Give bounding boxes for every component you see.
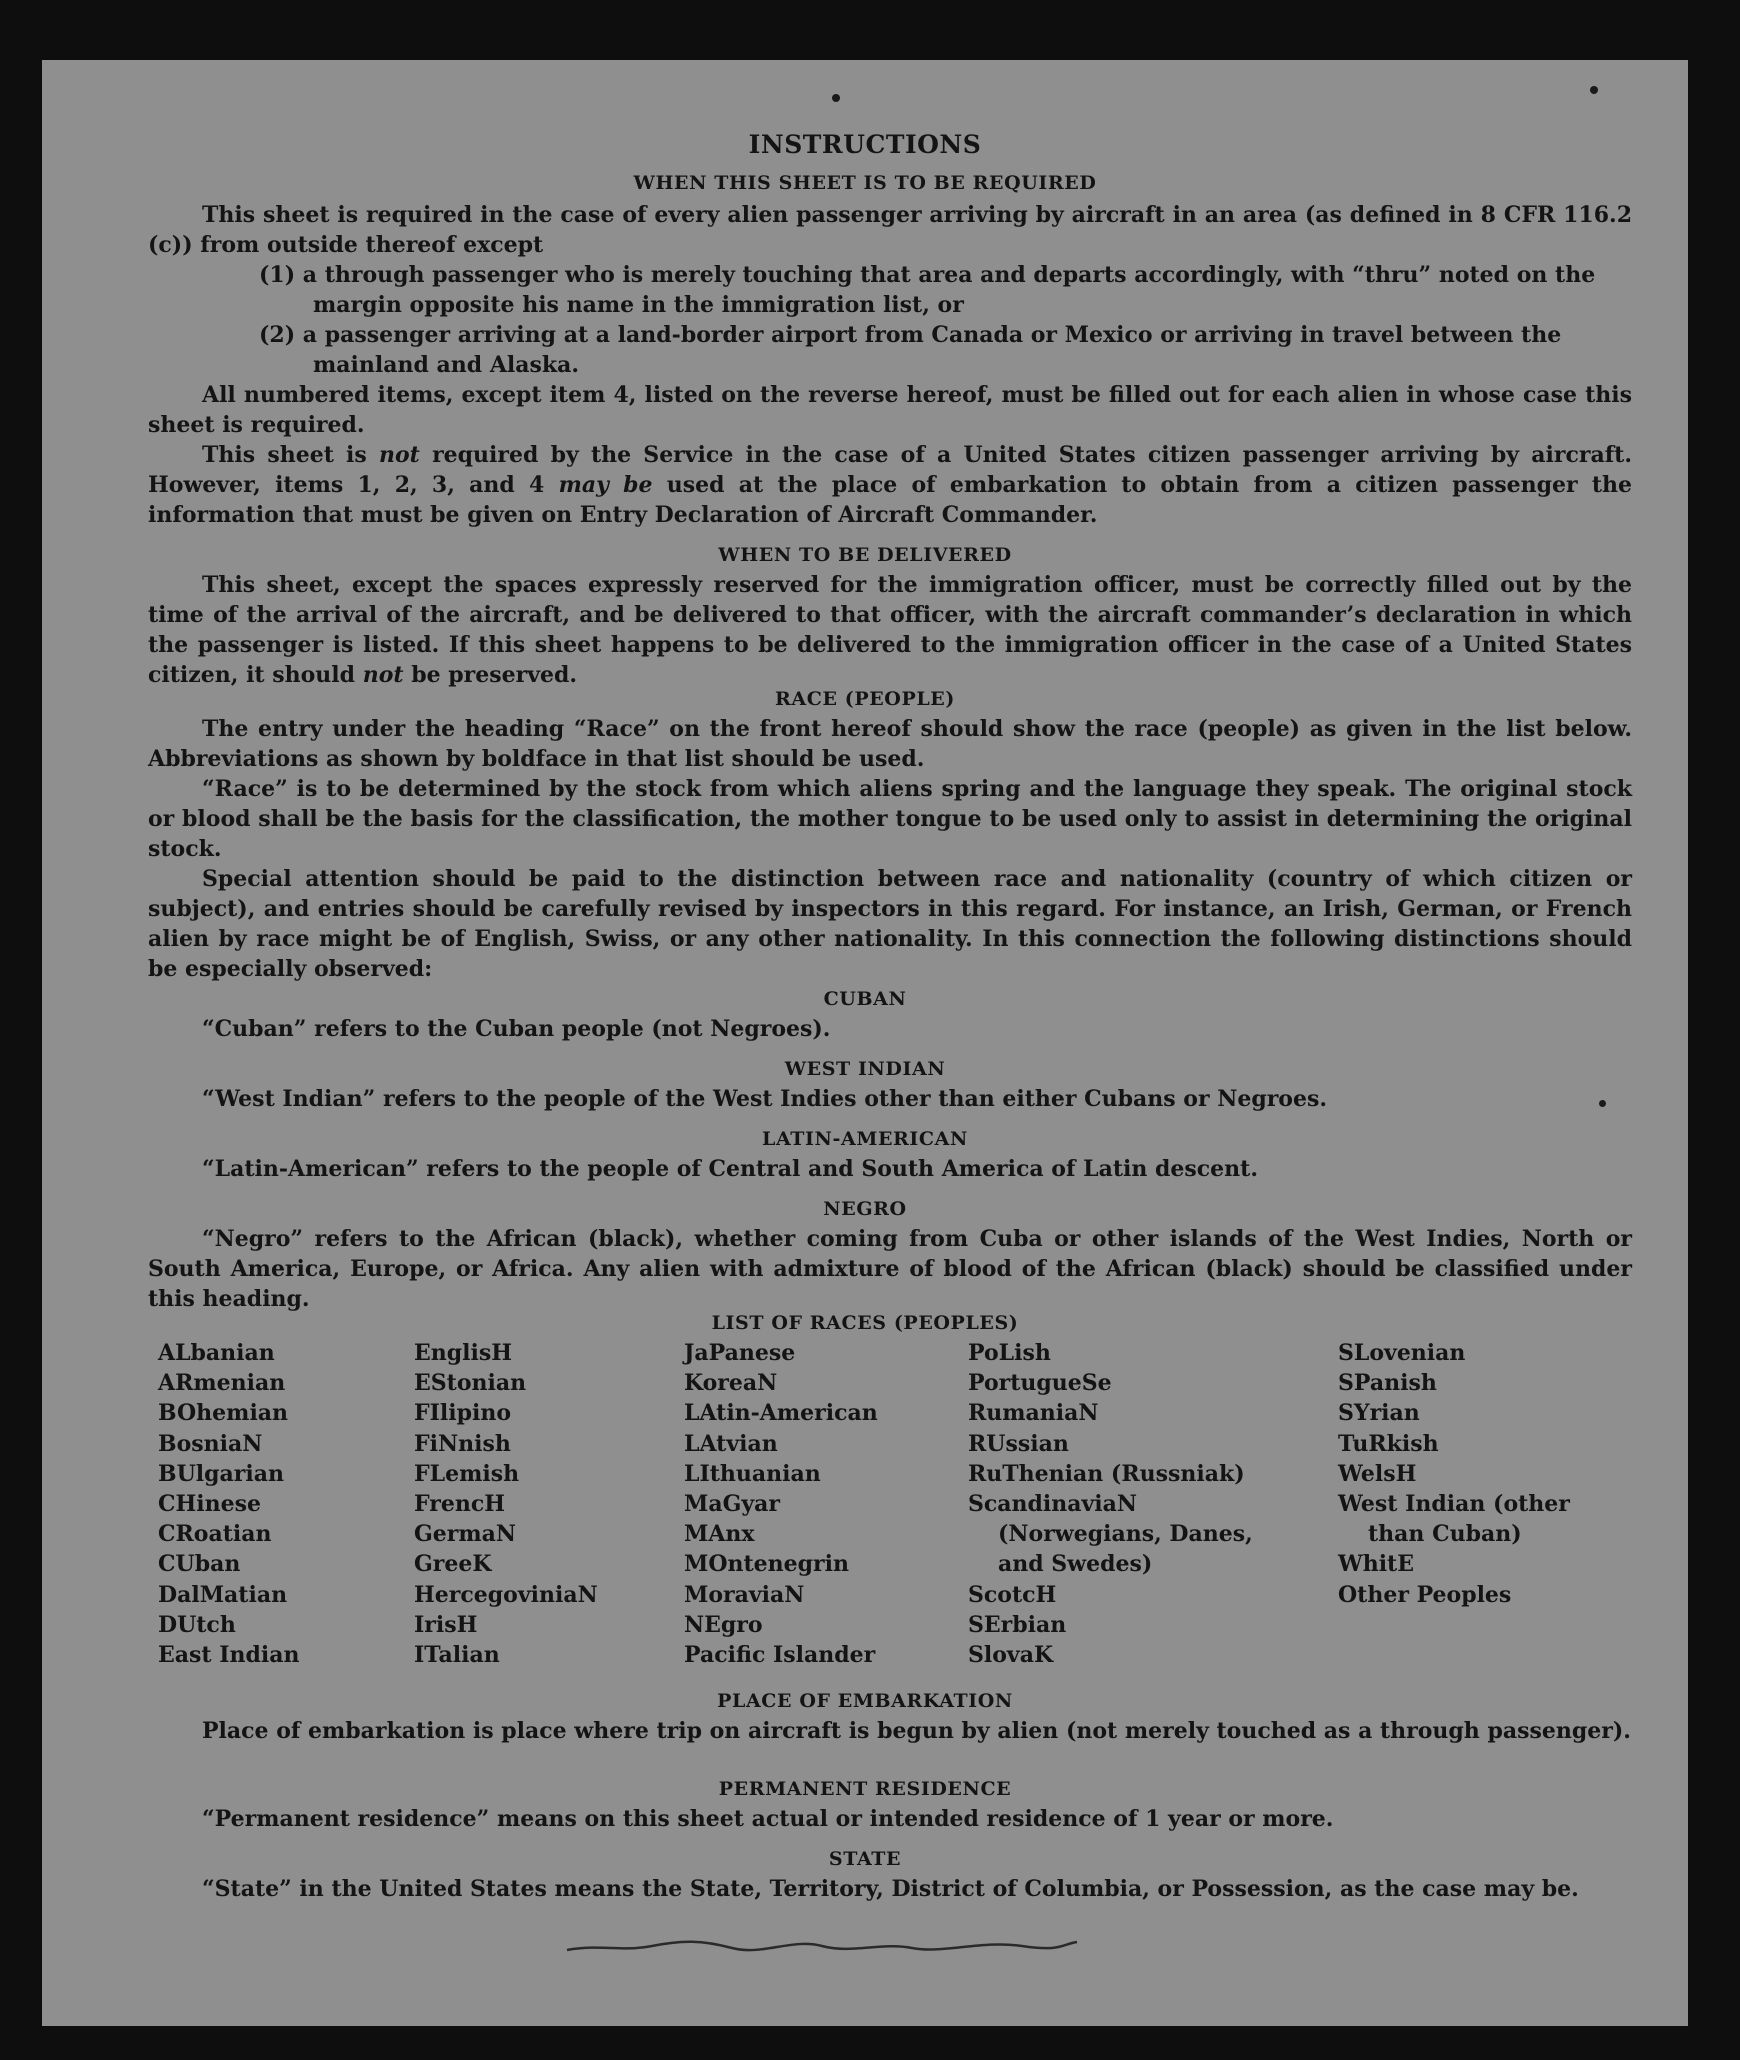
race-entry: JaPanese [684, 1340, 796, 1366]
race-entry: KoreaN [684, 1370, 778, 1397]
race-entry: WelsH [1338, 1460, 1417, 1487]
text-span: be preserved. [403, 662, 578, 688]
document-sheet [42, 60, 1688, 2026]
race-entry: CRoatian [158, 1521, 272, 1548]
paragraph-cuban: “Cuban” refers to the Cuban people (not Negroes). [202, 1016, 831, 1042]
text-span: This sheet is [202, 442, 380, 468]
race-entry: HercegoviniaN [414, 1581, 598, 1608]
paragraph-race-2: “Race” is to be determined by the stock from which aliens spring and the language they speak. The original stock or blood shall be the basis for the classification, the mother tongue to be used only to assist in determining the original stock. [148, 776, 1632, 862]
text-span: This sheet, except the spaces expressly reserved for the immigration officer, must be correctly filled out by the time of the arrival of the aircraft, and be delivered to that officer, with the aircraft commander’s declaration in which the passenger is listed. If this sheet happens to be delivered to the immigration officer in the case of a United States citizen, it should [148, 572, 1632, 688]
race-entry: CHinese [158, 1491, 262, 1518]
paragraph-state: “State” in the United States means the State, Territory, District of Columbia, or Possession, as the case may be. [202, 1876, 1579, 1902]
race-entry: WhitE [1338, 1551, 1414, 1578]
race-entry: ALbanian [158, 1340, 275, 1366]
race-entry: SlovaK [968, 1642, 1054, 1669]
race-entry: RumaniaN [968, 1400, 1099, 1427]
heading-race: RACE (PEOPLE) [775, 688, 955, 710]
race-entry: ARmenian [158, 1370, 286, 1397]
race-entry: MaGyar [684, 1491, 781, 1518]
race-entry: DUtch [158, 1611, 236, 1638]
race-entry: CUban [158, 1551, 241, 1578]
emphasis-not: not [379, 442, 420, 468]
races-column-1 [158, 1338, 398, 1670]
text-span: used at the place of embarkation to obtain from a citizen passenger the information that must be given on Entry Declaration of Aircraft Commander. [148, 472, 1632, 528]
race-entry: EnglisH [414, 1340, 513, 1366]
race-entry: LIthuanian [684, 1460, 821, 1487]
paragraph-numbered-items: All numbered items, except item 4, listed on the reverse hereof, must be filled out for each alien in whose case this sheet is required. [148, 382, 1632, 438]
race-entry: EStonian [414, 1370, 527, 1397]
race-entry: GreeK [414, 1551, 492, 1578]
page-title: INSTRUCTIONS [748, 130, 982, 159]
race-entry: PortugueSe [968, 1370, 1112, 1397]
race-entry: ScotcH [968, 1581, 1057, 1608]
paragraph-race-1: The entry under the heading “Race” on the front hereof should show the race (people) as given in the list below. Abbreviations as shown by boldface in that list should be used. [148, 716, 1632, 772]
heading-latin-american: LATIN-AMERICAN [762, 1128, 968, 1150]
paragraph-west-indian: “West Indian” refers to the people of the West Indies other than either Cubans or Negroes. [202, 1086, 1328, 1112]
heading-residence: PERMANENT RESIDENCE [718, 1778, 1012, 1800]
race-entry: LAtin-American [684, 1400, 878, 1427]
race-entry: TuRkish [1338, 1430, 1439, 1457]
race-entry: BOhemian [158, 1400, 289, 1427]
races-column-4 [968, 1338, 1288, 1670]
race-entry: FIlipino [414, 1400, 512, 1427]
race-entry: MoraviaN [684, 1581, 805, 1608]
race-entry: LAtvian [684, 1430, 778, 1457]
paragraph-latin-american: “Latin-American” refers to the people of Central and South America of Latin descent. [202, 1156, 1258, 1182]
list-item-2: (2) a passenger arriving at a land-border airport from Canada or Mexico or arriving in travel between the mainland and Alaska. [259, 322, 1562, 378]
paragraph-required-intro: This sheet is required in the case of every alien passenger arriving by aircraft in an area (as defined in 8 CFR 116.2 (c)) from outside thereof except [148, 202, 1632, 258]
heading-races-list: LIST OF RACES (PEOPLES) [711, 1312, 1019, 1334]
race-entry: NEgro [684, 1611, 763, 1638]
emphasis-may-be: may be [558, 472, 653, 498]
race-entry: SLovenian [1338, 1340, 1466, 1366]
race-entry: BUlgarian [158, 1460, 284, 1487]
race-entry: FiNnish [414, 1430, 511, 1457]
race-entry: MAnx [684, 1521, 755, 1548]
heading-negro: NEGRO [823, 1198, 907, 1220]
race-entry: SPanish [1338, 1370, 1437, 1397]
text-span: required by the Service in the case of a United States citizen passenger arriving by aircraft. However, items 1, 2, 3, and 4 [148, 442, 1632, 498]
speck [1590, 86, 1598, 94]
heading-delivered: WHEN TO BE DELIVERED [718, 544, 1012, 566]
emphasis-not: not [362, 662, 404, 688]
paragraph-residence: “Permanent residence” means on this sheet actual or intended residence of 1 year or more. [202, 1806, 1334, 1832]
race-entry: FLemish [414, 1460, 520, 1487]
speck [832, 94, 840, 102]
race-entry: ScandinaviaN (Norwegians, Danes, and Swedes) [968, 1491, 1253, 1578]
list-item-1: (1) a through passenger who is merely touching that area and departs accordingly, with “thru” noted on the margin opposite his name in the immigration list, or [259, 262, 1596, 318]
race-entry: GermaN [414, 1521, 517, 1548]
race-entry: MOntenegrin [684, 1551, 849, 1578]
heading-required: WHEN THIS SHEET IS TO BE REQUIRED [633, 172, 1097, 194]
race-entry: BosniaN [158, 1430, 263, 1457]
race-entry: Pacific Islander [684, 1642, 876, 1669]
race-entry: East Indian [158, 1642, 300, 1669]
race-entry: ITalian [414, 1642, 500, 1669]
races-column-3 [684, 1338, 954, 1670]
race-entry: FrencH [414, 1491, 505, 1518]
paragraph-delivered [148, 570, 1632, 690]
race-entry: SYrian [1338, 1400, 1420, 1427]
heading-west-indian: WEST INDIAN [784, 1058, 946, 1080]
race-entry: RUssian [968, 1430, 1069, 1457]
races-column-2 [414, 1338, 664, 1670]
race-entry: Other Peoples [1338, 1581, 1512, 1608]
race-entry: RuThenian (Russniak) [968, 1460, 1245, 1487]
race-entry: DalMatian [158, 1581, 288, 1608]
paragraph-negro: “Negro” refers to the African (black), whether coming from Cuba or other islands of the West Indies, North or South America, Europe, or Africa. Any alien with admixture of blood of the African (black) should be classified under this heading. [148, 1226, 1632, 1312]
paragraph-race-3: Special attention should be paid to the distinction between race and nationality (country of which citizen or subject), and entries should be carefully revised by inspectors in this regard. For instance, an Irish, German, or French alien by race might be of English, Swiss, or any other nationality. In this connection the following distinctions should be especially observed: [148, 866, 1632, 982]
paragraph-embarkation: Place of embarkation is place where trip on aircraft is begun by alien (not merely touched as a through passenger). [202, 1718, 1631, 1744]
heading-cuban: CUBAN [823, 988, 907, 1010]
paragraph-citizen [148, 440, 1632, 530]
race-entry: SErbian [968, 1611, 1067, 1638]
race-entry: PoLish [968, 1340, 1051, 1366]
race-entry: IrisH [414, 1611, 478, 1638]
races-column-5 [1338, 1338, 1628, 1610]
heading-state: STATE [828, 1848, 902, 1870]
handwritten-scribble [562, 1930, 1082, 1960]
race-entry: West Indian (other than Cuban) [1338, 1491, 1570, 1548]
heading-embarkation: PLACE OF EMBARKATION [717, 1690, 1013, 1712]
